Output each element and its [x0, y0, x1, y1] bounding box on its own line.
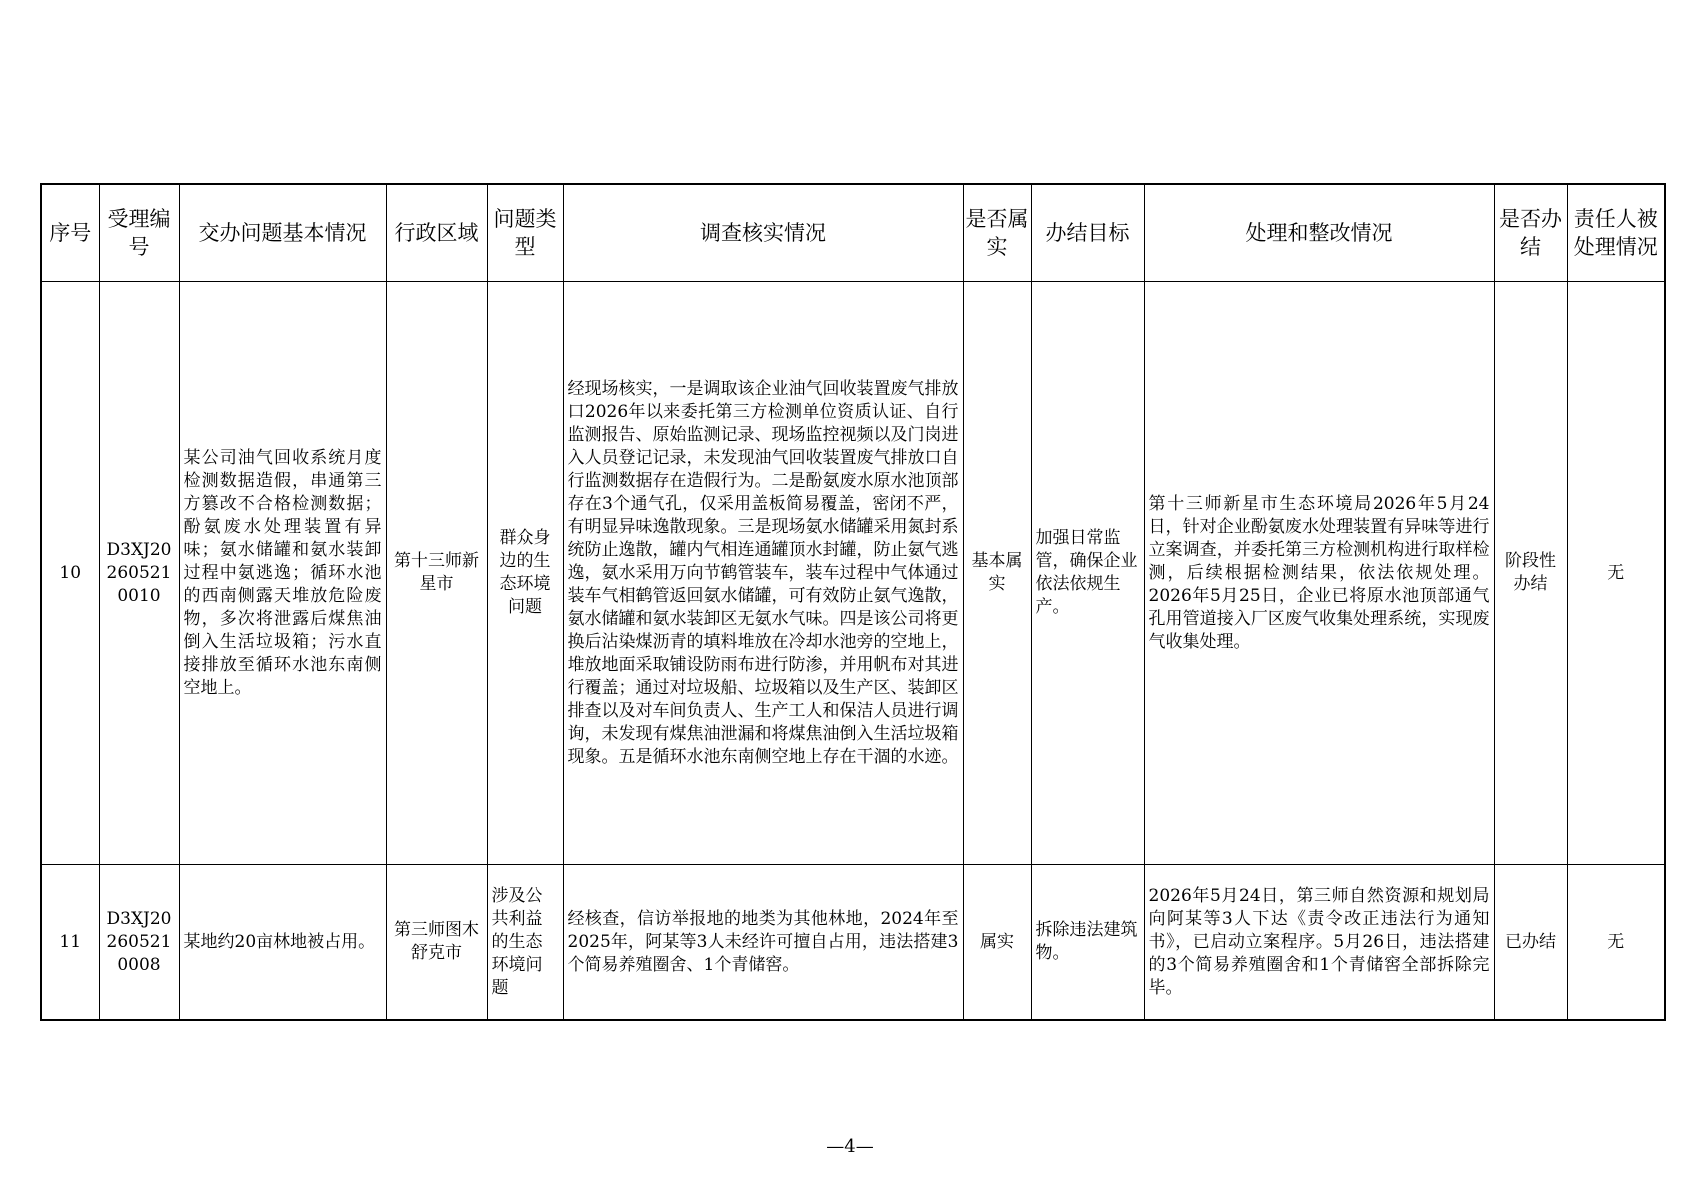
case-table [40, 183, 1666, 1021]
cell-closed: 阶段性办结 [1494, 282, 1567, 865]
header-accountability: 责任人被处理情况 [1567, 184, 1665, 282]
cell-issue: 某公司油气回收系统月度检测数据造假，串通第三方篡改不合格检测数据；酚氨废水处理装置有异味；氨水储罐和氨水装卸过程中氨逃逸；循环水池的西南侧露天堆放危险废物，多次将泄露后煤焦油倒入生活垃圾箱；污水直接排放至循环水池东南侧空地上。 [179, 282, 386, 865]
header-verified: 是否属实 [963, 184, 1031, 282]
cell-case-id: D3XJ202605210010 [99, 282, 179, 865]
cell-goal: 拆除违法建筑物。 [1031, 865, 1144, 1021]
header-issue: 交办问题基本情况 [179, 184, 386, 282]
cell-closed: 已办结 [1494, 865, 1567, 1021]
cell-type: 涉及公共利益的生态环境问题 [487, 865, 563, 1021]
table-header-row [41, 184, 1665, 282]
header-handling: 处理和整改情况 [1144, 184, 1494, 282]
cell-investigation: 经现场核实，一是调取该企业油气回收装置废气排放口2026年以来委托第三方检测单位资质认证、自行监测报告、原始监测记录、现场监控视频以及门岗进入人员登记记录，未发现油气回收装置废气排放口自行监测数据存在造假行为。二是酚氨废水原水池顶部存在3个通气孔，仅采用盖板简易覆盖，密闭不严，有明显异味逸散现象。三是现场氨水储罐采用氮封系统防止逸散，罐内气相连通罐顶水封罐，防止氨气逃逸，氨水采用万向节鹤管装车，装车过程中气体通过装车气相鹤管返回氨水储罐，可有效防止氨气逸散，氨水储罐和氨水装卸区无氨水气味。四是该公司将更换后沾染煤沥青的填料堆放在冷却水池旁的空地上，堆放地面采取铺设防雨布进行防渗，并用帆布对其进行覆盖；通过对垃圾船、垃圾箱以及生产区、装卸区排查以及对车间负责人、生产工人和保洁人员进行调询，未发现有煤焦油泄漏和将煤焦油倒入生活垃圾箱现象。五是循环水池东南侧空地上存在干涸的水迹。 [563, 282, 963, 865]
cell-region: 第三师图木舒克市 [386, 865, 487, 1021]
header-case-id: 受理编号 [99, 184, 179, 282]
header-region: 行政区域 [386, 184, 487, 282]
cell-handling: 2026年5月24日，第三师自然资源和规划局向阿某等3人下达《责令改正违法行为通知书》，已启动立案程序。5月26日，违法搭建的3个简易养殖圈舍和1个青储窖全部拆除完毕。 [1144, 865, 1494, 1021]
cell-verified: 基本属实 [963, 282, 1031, 865]
table-row [41, 282, 1665, 865]
cell-accountability: 无 [1567, 282, 1665, 865]
cell-case-id: D3XJ202605210008 [99, 865, 179, 1021]
header-type: 问题类型 [487, 184, 563, 282]
cell-verified: 属实 [963, 865, 1031, 1021]
cell-region: 第十三师新星市 [386, 282, 487, 865]
header-no: 序号 [41, 184, 99, 282]
cell-goal: 加强日常监管，确保企业依法依规生产。 [1031, 282, 1144, 865]
cell-no: 11 [41, 865, 99, 1021]
cell-investigation: 经核查，信访举报地的地类为其他林地，2024年至2025年，阿某等3人未经许可擅自占用，违法搭建3个简易养殖圈舍、1个青储窖。 [563, 865, 963, 1021]
header-goal: 办结目标 [1031, 184, 1144, 282]
header-closed: 是否办结 [1494, 184, 1567, 282]
cell-handling: 第十三师新星市生态环境局2026年5月24日，针对企业酚氨废水处理装置有异味等进行立案调查，并委托第三方检测机构进行取样检测，后续根据检测结果，依法依规处理。2026年5月25日，企业已将原水池顶部通气孔用管道接入厂区废气收集处理系统，实现废气收集处理。 [1144, 282, 1494, 865]
cell-issue: 某地约20亩林地被占用。 [179, 865, 386, 1021]
cell-type: 群众身边的生态环境问题 [487, 282, 563, 865]
cell-no: 10 [41, 282, 99, 865]
page-number: —4— [826, 1136, 874, 1157]
cell-accountability: 无 [1567, 865, 1665, 1021]
header-investigation: 调查核实情况 [563, 184, 963, 282]
table-row [41, 865, 1665, 1021]
